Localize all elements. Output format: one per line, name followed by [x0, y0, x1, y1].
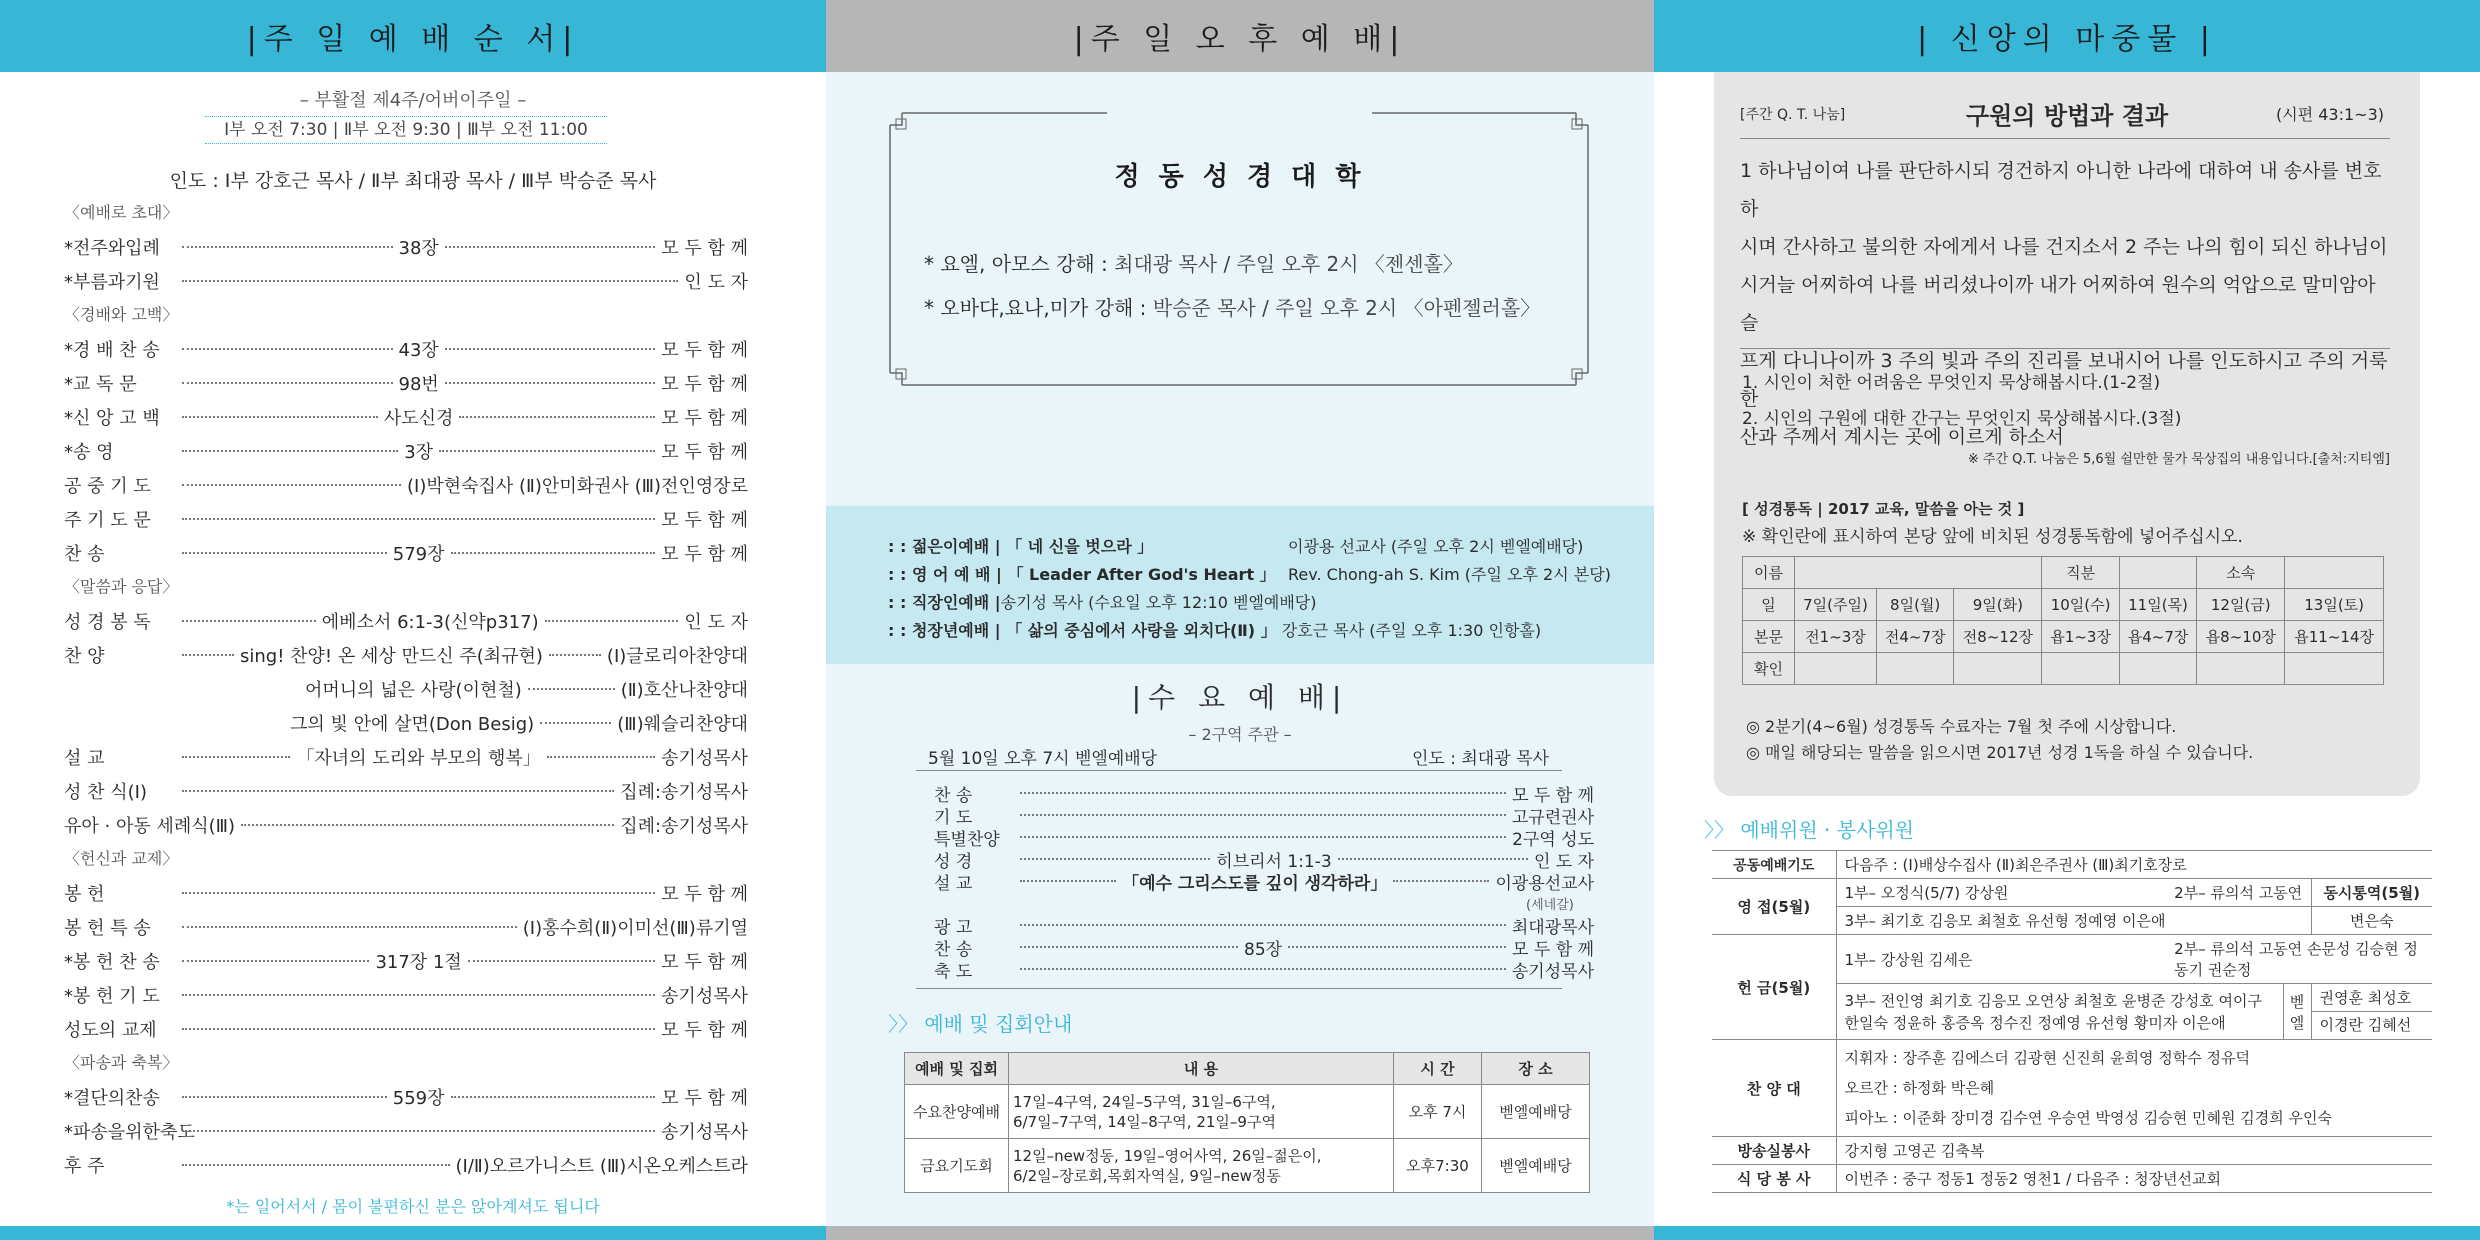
meeting-info-table: 예배 및 집회 내 용 시 간 장 소 수요찬양예배 17일–4구역, 24일–5구역, 31일–6구역, 6/7일–7구역, 14일–8구역, 21일–9구역 오후 7시 벧엘예배당 금요기도회 12일–new정동, 19일–영어사역, 26일–젊은이, 6/2일–장로회,목회자역실, 9일–new정동 오후7:30 벧엘예배당 [904, 1052, 1590, 1193]
order-row: *봉 헌 찬 송 317장 1절 모 두 함 께 [64, 952, 748, 973]
bible-reading-instruction: ※ 확인란에 표시하여 본당 앞에 비치된 성경통독함에 넣어주십시오. [1742, 527, 2243, 547]
order-row: *전주와입례 38장 모 두 함 께 [64, 238, 749, 259]
order-row: 성 찬 식(Ⅰ) 집례:송기성목사 [64, 782, 748, 803]
footer-bar [1654, 1226, 2480, 1240]
bible-college-title: 정 동 성 경 대 학 [1114, 162, 1366, 192]
qt-box [1714, 72, 2420, 796]
wed-row: 설 교 「예수 그리스도를 깊이 생각하라」 이광용선교사 [934, 873, 1595, 894]
qt-note: ※ 주간 Q.T. 나눔은 5,6월 쉴만한 물가 묵상집의 내용입니다.[출처:지티엠] [1967, 452, 2390, 467]
section-invitation: 〈예배로 초대〉 [64, 203, 179, 222]
volunteers-title: 〉〉 예배위원 · 봉사위원 [1704, 818, 1914, 842]
divider [916, 770, 1562, 771]
lecture-1: * 요엘, 아모스 강해 : 최대광 목사 / 주일 오후 2시 〈젠센홀〉 [924, 252, 1463, 276]
worship-leaders: 인도 : Ⅰ부 강호근 목사 / Ⅱ부 최대광 목사 / Ⅲ부 박승준 목사 [169, 170, 657, 192]
order-row: *결단의찬송 559장 모 두 함 께 [64, 1088, 748, 1109]
standing-note: *는 일어서서 / 몸이 불편하신 분은 앉아계셔도 됩니다 [226, 1197, 600, 1216]
order-row: 유아 · 아동 세례식(Ⅲ) 집례:송기성목사 [64, 816, 748, 837]
qt-reference: (시편 43:1~3) [2276, 105, 2384, 124]
afternoon-worship-column [826, 0, 1654, 1240]
faith-column [1654, 0, 2480, 1240]
wed-row: 기 도 고규련권사 [934, 807, 1594, 828]
section-worship: 〈경배와 고백〉 [64, 305, 179, 324]
qt-question-2: 2. 시인의 구원에 대한 간구는 무엇인지 묵상해봅시다.(3절) [1742, 409, 2182, 429]
worship-subtitle: – 부활절 제4주/어버이주일 – [299, 90, 527, 111]
order-row: *송 영 3장 모 두 함 께 [64, 442, 748, 463]
footer-bar [0, 1226, 826, 1240]
order-row: *교 독 문 98번 모 두 함 께 [64, 374, 749, 395]
wed-row: 찬 송 모 두 함 께 [934, 785, 1594, 806]
wed-row: 특별찬양 2구역 성도 [934, 829, 1594, 850]
order-row: *신 앙 고 백 사도신경 모 두 함 께 [64, 408, 748, 429]
bible-reading-title: [ 성경통독 | 2017 교육, 말씀을 아는 것 ] [1742, 500, 2025, 518]
order-row: 설 교 「자녀의 도리와 부모의 행복」 송기성목사 [64, 748, 749, 769]
wed-row: 성 경 히브리서 1:1-3 인 도 자 [934, 851, 1595, 872]
order-row: *부름과기원 인 도 자 [64, 272, 748, 293]
wednesday-date: 5월 10일 오후 7시 벧엘예배당 [928, 749, 1158, 769]
afternoon-worship-title: |주 일 오 후 예 배| [826, 0, 1654, 72]
order-row: *봉 헌 기 도 송기성목사 [64, 986, 748, 1007]
afternoon-services-band [826, 506, 1654, 664]
section-offering: 〈헌신과 교제〉 [64, 849, 179, 868]
wed-missionary-note: (세네갈) [1526, 898, 1574, 913]
qt-tag: [주간 Q. T. 나눔] [1740, 107, 1846, 123]
volunteers-table: 공동예배기도 다음주 : (Ⅰ)배상수집사 (Ⅱ)최은주권사 (Ⅲ)최기호장로 영 접(5월) 1부– 오정식(5/7) 강상원 2부– 류의석 고동연 동시통역(5월) 3부– 최기호 김응모 최철호 유선형 정예영 이은애 변은숙 헌 금(5월) 1부– 강상원 김세은 2부– 류의석 고동연 손문성 김승현 정동기 권순정 3부– 전인영 최기호 김응모 오연상 최철호 윤병준 강성호 여이구 한일숙 정윤하 홍증옥 정수진 정예영 유선형 황미자 이은애 벧엘 권영훈 최성호 이경란 김혜선 찬 양 대 지휘자 : 장주훈 김에스더 김광현 신진희 윤희영 정학수 정유덕 오르간 : 하정화 박은혜 피아노 : 이준화 장미경 김수연 우승연 박영성 김승현 민혜원 김경희 우인숙 방송실봉사 강지형 고영곤 김축복 식 당 봉 사 이번주 : 중구 정동1 정동2 영천1 / 다음주 : 청장년선교회 [1712, 850, 2432, 1193]
worship-order-column [0, 0, 826, 1240]
wednesday-leader: 인도 : 최대광 목사 [1412, 749, 1549, 769]
worship-order-title: |주 일 예 배 순 서| [0, 0, 826, 72]
wed-row: 찬 송 85장 모 두 함 께 [934, 939, 1594, 960]
order-row: *파송을위한축도 송기성목사 [64, 1122, 748, 1143]
qt-passage: 1 하나님이여 나를 판단하시되 경건하지 아니한 나라에 대하여 내 송사를 변호하 시며 간사하고 불의한 자에게서 나를 건지소서 2 주는 나의 힘이 되신 하나님이 시거늘 어찌하여 나를 버리셨나이까 내가 어찌하여 원수의 억압으로 말미암아 슬 프게 다니나이까 3 주의 빛과 주의 진리를 보내시어 나를 인도하시고 주의 거룩한 산과 주께서 계시는 곳에 이르게 하소서 [1740, 160, 2388, 448]
order-row: 주 기 도 문 모 두 함 께 [64, 510, 748, 531]
faith-title: | 신앙의 마중물 | [1654, 0, 2480, 72]
wed-row: 축 도 송기성목사 [934, 961, 1594, 982]
qt-question-1: 1. 시인이 처한 어려움은 무엇인지 묵상해봅시다.(1-2절) [1742, 373, 2161, 393]
wednesday-subtitle: – 2구역 주관 – [1188, 725, 1292, 744]
section-sending: 〈파송과 축복〉 [64, 1053, 179, 1072]
order-row: 찬 송 579장 모 두 함 께 [64, 544, 748, 565]
order-row: 어머니의 넓은 사랑(이현철) (Ⅱ)호산나찬양대 [305, 680, 748, 701]
order-row: 공 중 기 도 (Ⅰ)박현숙집사 (Ⅱ)안미화권사 (Ⅲ)전인영장로 [64, 476, 748, 497]
section-word: 〈말씀과 응답〉 [64, 577, 179, 596]
order-row: 봉 헌 특 송 (Ⅰ)홍수희(Ⅱ)이미선(Ⅲ)류기열 [64, 918, 748, 939]
order-row: 후 주 (Ⅰ/Ⅱ)오르가니스트 (Ⅲ)시온오케스트라 [64, 1156, 748, 1177]
order-row: 봉 헌 모 두 함 께 [64, 884, 748, 905]
service-workers: : : 직장인예배 |송기성 목사 (수요일 오후 12:10 벧엘예배당) [888, 593, 1317, 612]
wednesday-worship-title: |수 요 예 배| [1131, 681, 1349, 714]
bible-reading-table: 이름 직분 소속 일 7일(주일) 8일(월) 9일(화) 10일(수) 11일(목) 12일(금) 13일(토) 본문 전1~3장 전4~7장 전8~12장 욥1~3장 욥4~7장 욥8~10장 욥11~14장 확인 [1742, 556, 2384, 685]
bible-note-1: ◎ 2분기(4~6월) 성경통독 수료자는 7월 첫 주에 시상합니다. [1746, 717, 2177, 736]
order-row: *경 배 찬 송 43장 모 두 함 께 [64, 340, 749, 361]
footer-bar [826, 1226, 1654, 1240]
service-times: Ⅰ부 오전 7:30 | Ⅱ부 오전 9:30 | Ⅲ부 오전 11:00 [205, 116, 607, 144]
service-adult: : : 청장년예배 | 「 삶의 중심에서 사랑을 외치다(Ⅱ) 」 강호근 목사 (주일 오후 1:30 인항홀) [888, 621, 1542, 640]
meeting-info-title: 〉〉 예배 및 집회안내 [888, 1012, 1073, 1036]
qt-title: 구원의 방법과 결과 [1965, 102, 2169, 130]
service-english: : : 영 어 예 배 | 「 Leader After God's Heart 」 Rev. Chong-ah S. Kim (주일 오후 2시 본당) [888, 565, 1611, 584]
order-row: 그의 빛 안에 살면(Don Besig) (Ⅲ)웨슬리찬양대 [290, 714, 748, 735]
order-row: 찬 양 sing! 찬양! 온 세상 만드신 주(최규현) (Ⅰ)글로리아찬양대 [64, 646, 748, 667]
divider [916, 988, 1562, 989]
wed-row: 광 고 최대광목사 [934, 917, 1594, 938]
bible-note-2: ◎ 매일 해당되는 말씀을 읽으시면 2017년 성경 1독을 하실 수 있습니다. [1746, 743, 2254, 762]
lecture-2: * 오바댜,요나,미가 강해 : 박승준 목사 / 주일 오후 2시 〈아펜젤러홀〉 [924, 296, 1541, 320]
order-row: 성도의 교제 모 두 함 께 [64, 1020, 748, 1041]
service-young-adult: : : 젊은이예배 | 「 네 신을 벗으라 」 이광용 선교사 (주일 오후 2시 벧엘예배당) [888, 537, 1584, 556]
order-row: 성 경 봉 독 에베소서 6:1-3(신약p317) 인 도 자 [64, 612, 748, 633]
